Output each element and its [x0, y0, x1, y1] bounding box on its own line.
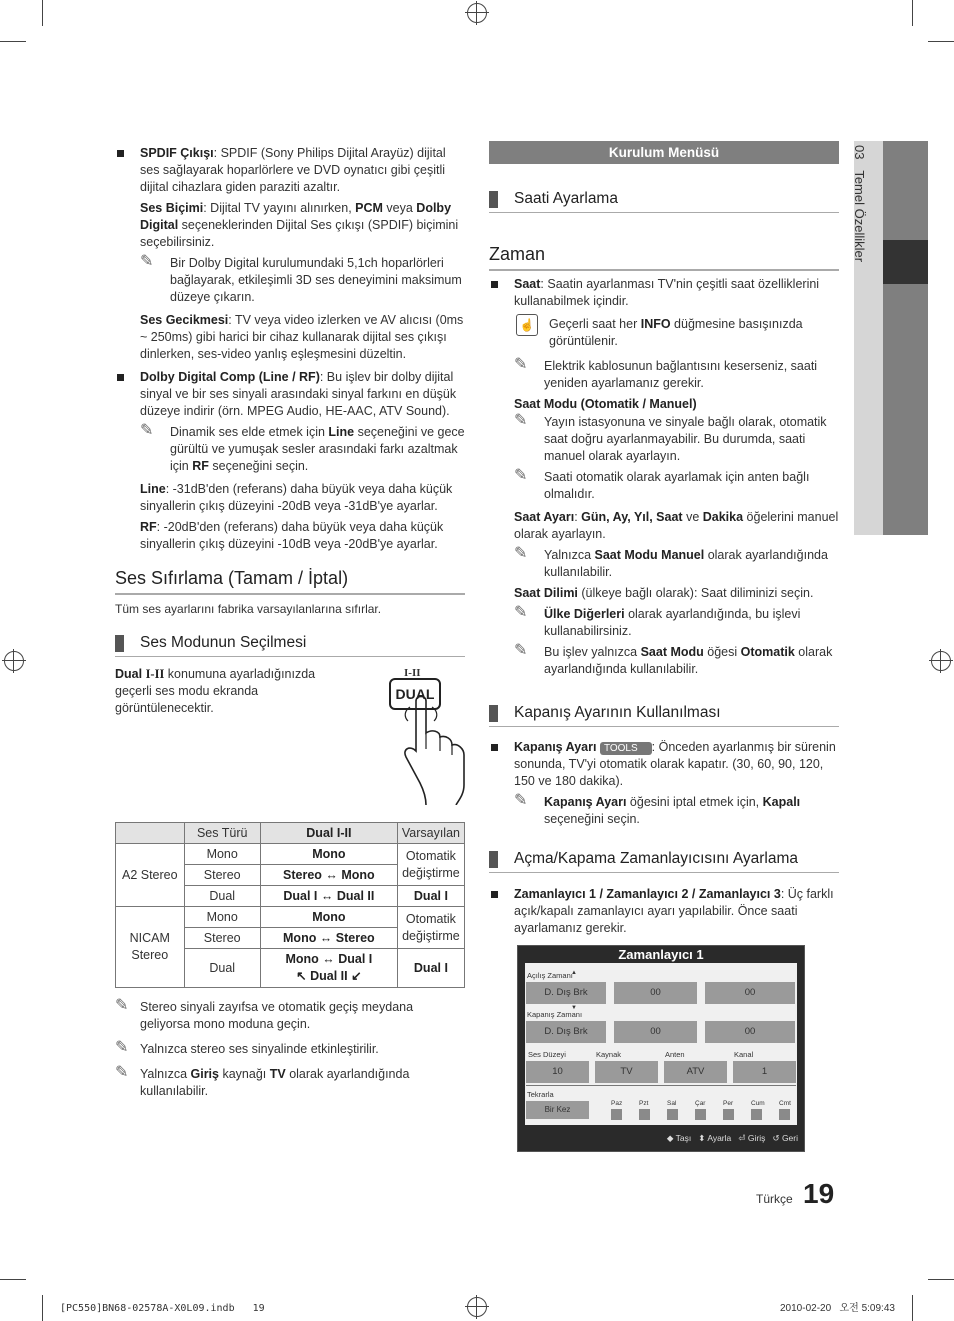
day-label: Per [723, 1100, 734, 1107]
crop-mark [42, 1295, 43, 1321]
osd-field[interactable]: ATV [664, 1061, 727, 1083]
osd-field[interactable]: TV [595, 1061, 658, 1083]
zamanlayici-item: Zamanlayıcı 1 / Zamanlayıcı 2 / Zamanlayıcı 3: Üç farklı açık/kapalı zamanlayıcı ayarı yapılabilir. Önce saati ayarlamanız gerekir. [489, 886, 839, 937]
chapter-tab-dark [883, 141, 928, 535]
osd-label: Kaynak [596, 1050, 622, 1059]
acma-title: Açma/Kapama Zamanlayıcısını Ayarlama [489, 849, 839, 873]
zaman-section [489, 243, 839, 271]
right-column [489, 276, 839, 682]
note-yalniz: ✎ Yalnızca stereo ses sinyalinde etkinleştirilir. [115, 1039, 379, 1056]
note-pencil-icon: ✎ [115, 1039, 129, 1056]
note-ulke: ✎ Ülke Diğerleri olarak ayarlandığında, bu işlevi kullanabilirsiniz. [514, 604, 801, 638]
info-button-icon: ☝ [516, 314, 538, 336]
note-stereo: ✎ Stereo sinyali zayıfsa ve otomatik geçiş meydana geliyorsa mono moduna geçin. [115, 997, 414, 1031]
mode-text: Dual I-II konumuna ayarladığınızda geçerli ses modu ekranda görüntülenecektir. [115, 667, 316, 715]
crop-mark [928, 41, 954, 42]
table-row: Stereo Mono ↔ Stereo [116, 928, 465, 949]
kapanis-title: Kapanış Ayarının Kullanılması [489, 703, 839, 727]
ses-gecikmesi: Ses Gecikmesi: TV veya video izlerken ve AV alıcısı (0ms ~ 250ms) gibi harici bir cihaz kullanarak dijital ses çıkışı dinlerken, ses-video yanlış eşleşmesini düzeltin. [140, 313, 464, 361]
saat-ayari: Saat Ayarı: Gün, Ay, Yıl, Saat ve Dakika öğelerini manuel olarak ayarlayın. [514, 510, 839, 541]
note-manuel: ✎ Yalnızca Saat Modu Manuel olarak ayarlandığında kullanılabilir. [514, 545, 828, 579]
osd-field[interactable]: 00 [614, 982, 697, 1004]
osd-field[interactable]: 00 [705, 982, 795, 1004]
note-yayin: ✎ Yayın istasyonuna ve sinyale bağlı olarak, otomatik saat doğru ayarlanmayabilir. Bu durumda, saati manuel olarak ayarlayın. [514, 412, 827, 463]
reset-section [115, 567, 465, 618]
acma-body [489, 886, 839, 941]
saat-modu: Saat Modu (Otomatik / Manuel) [514, 397, 697, 411]
dual-button[interactable]: DUAL [389, 678, 441, 710]
osd-field[interactable]: D. Dış Brk [526, 982, 606, 1004]
day-label: Cum [751, 1100, 765, 1107]
osd-field[interactable]: 00 [614, 1021, 697, 1043]
osd-field[interactable]: 10 [526, 1061, 589, 1083]
saati-title: Saati Ayarlama [489, 189, 839, 213]
kapanis-item: Kapanış Ayarı TOOLS : Önceden ayarlanmış bir sürenin sonunda, TV'yi otomatik olarak kapatır. (30, 60, 90, 120, 150 ve 180 dakika). [489, 739, 839, 790]
crop-mark [0, 1279, 26, 1280]
hand-icon [396, 695, 470, 805]
footer-lang: Türkçe [756, 1192, 793, 1206]
reset-text: Tüm ses ayarlarını fabrika varsayılanlarına sıfırlar. [115, 602, 382, 616]
spdif-item: SPDIF Çıkışı: SPDIF (Sony Philips Dijital Arayüz) dijital ses sağlayarak hoparlörlere ve DVD oynatıcı gibi çeşitli dijital cihazlara giden paraziti azaltır. [115, 145, 465, 196]
osd-field[interactable]: D. Dış Brk [526, 1021, 606, 1043]
menu-bar: Kurulum Menüsü [489, 141, 839, 164]
table-header: Varsayılan [397, 823, 464, 844]
note-islev: ✎ Bu işlev yalnızca Saat Modu öğesi Otomatik olarak ayarlandığında kullanılabilir. [514, 642, 833, 676]
remote-dual-illustration [380, 665, 470, 805]
day-label: Sal [667, 1100, 677, 1107]
table-row: A2 Stereo Mono Mono Otomatik değiştirme [116, 844, 465, 865]
osd-label: Ses Düzeyi [528, 1050, 566, 1059]
note-pencil-icon: ✎ [514, 412, 528, 429]
registration-mark-icon [467, 3, 487, 23]
note-pencil-icon: ✎ [140, 422, 154, 439]
line-desc: Line: -31dB'den (referans) daha büyük veya daha küçük sinyallerin çıkış düzeyini -20dB veya -31dB'ye ayarlar. [140, 482, 453, 513]
note-dolby: ✎ Bir Dolby Digital kurulumundaki 5,1ch hoparlörleri bağlayarak, etkileşimli 3D ses deneyimini maksimum düzeye çıkarın. [140, 253, 462, 304]
osd-label: Tekrarla [527, 1090, 554, 1099]
osd-label: Kanal [734, 1050, 754, 1059]
osd-label: Anten [665, 1050, 685, 1059]
note-info: ☝ Geçerli saat her INFO düğmesine basışınızda görüntülenir. [489, 316, 839, 350]
spinner-icon: ▼ [571, 1005, 577, 1011]
return-icon: ↺ [772, 1133, 780, 1143]
registration-mark-icon [931, 651, 951, 671]
note-dinamik: ✎ Dinamik ses elde etmek için Line seçeneğini ve gece gürültü ve yumuşak sesler arasındaki farkı azaltmak için RF seçeneğini seçin. [140, 422, 465, 473]
osd-field[interactable]: 00 [705, 1021, 795, 1043]
saati-section [489, 189, 839, 213]
day-label: Pzt [639, 1100, 649, 1107]
mode-section [115, 633, 465, 657]
zaman-title: Zaman [489, 243, 839, 271]
osd-title: Zamanlayıcı 1 [618, 947, 704, 962]
chapter-tab-active [883, 240, 928, 284]
table-row: Dual Mono ↔ Dual I ↖ Dual II ↙ Dual I [116, 949, 465, 988]
note-pencil-icon: ✎ [140, 253, 154, 270]
day-label: Paz [611, 1100, 623, 1107]
reset-title: Ses Sıfırlama (Tamam / İptal) [115, 567, 465, 595]
note-pencil-icon: ✎ [514, 604, 528, 621]
crop-mark [912, 0, 913, 26]
table-row: Stereo Stereo ↔ Mono [116, 865, 465, 886]
osd-label: Açılış Zamanı [527, 971, 573, 980]
day-checkbox[interactable] [723, 1109, 734, 1120]
chapter-label: 03 Temel Özellikler [852, 145, 867, 263]
note-pencil-icon: ✎ [115, 997, 129, 1014]
note-pencil-icon: ✎ [514, 356, 528, 373]
crop-mark [42, 0, 43, 26]
osd-nav-bar: ◆ Taşı ⬍ Ayarla ⏎ Giriş ↺ Geri [666, 1133, 798, 1143]
kapanis-body [489, 739, 839, 832]
table-row: NICAM Stereo Mono Mono Otomatik değiştirme [116, 907, 465, 928]
day-checkbox[interactable] [639, 1109, 650, 1120]
osd-panel [525, 963, 797, 1125]
note-pencil-icon: ✎ [514, 642, 528, 659]
day-checkbox[interactable] [695, 1109, 706, 1120]
tools-badge: TOOLS [600, 742, 652, 755]
note-pencil-icon: ✎ [514, 792, 528, 809]
timer-osd [517, 945, 805, 1152]
page-number: 19 [803, 1178, 835, 1209]
osd-label: Kapanış Zamanı [527, 1010, 583, 1019]
registration-mark-icon [4, 651, 24, 671]
dolby-comp-item: Dolby Digital Comp (Line / RF): Bu işlev bir dolby dijital sinyal ve bir ses sinyali arasındaki sinyal farkını en düşük düzeye indirir (örn. MPEG Audio, HE-AAC, ATV Sound). [115, 369, 465, 420]
osd-field[interactable]: 1 [733, 1061, 796, 1083]
table-header: Ses Türü [184, 823, 260, 844]
table-row: Dual Dual I ↔ Dual II Dual I [116, 886, 465, 907]
footer-date: 2010-02-20 오전 5:09:43 [780, 1303, 895, 1314]
saat-item: Saat: Saatin ayarlanması TV'nin çeşitli saat özelliklerini kullanabilmek içindir. [489, 276, 839, 310]
left-bottom-notes [115, 999, 465, 1104]
left-column [115, 145, 465, 557]
day-checkbox[interactable] [751, 1109, 762, 1120]
remote-label-top: I-II [404, 667, 421, 679]
note-pencil-icon: ✎ [115, 1064, 129, 1081]
ses-bicimi: Ses Biçimi: Dijital TV yayını alınırken, PCM veya Dolby Digital seçeneklerinden Dijital Ses çıkışı (SPDIF) biçimini seçebilirsiniz. [140, 201, 459, 249]
note-giris: ✎ Yalnızca Giriş kaynağı TV olarak ayarlandığında kullanılabilir. [115, 1064, 410, 1098]
mode-title: Ses Modunun Seçilmesi [115, 633, 465, 657]
day-label: Çar [695, 1100, 706, 1107]
adjust-icon: ⬍ [698, 1133, 706, 1143]
note-anten: ✎ Saati otomatik olarak ayarlamak için anten bağlı olmalıdır. [514, 467, 810, 501]
table-header [116, 823, 185, 844]
table-header: Dual I-II [260, 823, 397, 844]
footer-file: [PC550]BN68-02578A-X0L09.indb 19 [60, 1303, 265, 1314]
note-kapali: ✎ Kapanış Ayarı öğesini iptal etmek için, Kapalı seçeneğini seçin. [514, 792, 801, 826]
day-checkbox[interactable] [611, 1109, 622, 1120]
crop-mark [928, 1279, 954, 1280]
rf-desc: RF: -20dB'den (referans) daha büyük veya daha küçük sinyallerin çıkış düzeyini -10dB veya -20dB'ye ayarlar. [140, 520, 444, 551]
note-elektrik: ✎ Elektrik kablosunun bağlantısını keserseniz, saati yeniden ayarlamanız gerekir. [514, 356, 818, 390]
day-checkbox[interactable] [779, 1109, 790, 1120]
spinner-icon: ▲ [571, 970, 577, 976]
enter-icon: ⏎ [738, 1133, 746, 1143]
kapanis-section [489, 703, 839, 727]
note-pencil-icon: ✎ [514, 545, 528, 562]
note-pencil-icon: ✎ [514, 467, 528, 484]
crop-mark [0, 41, 26, 42]
acma-section [489, 849, 839, 873]
saat-dilimi: Saat Dilimi (ülkeye bağlı olarak): Saat diliminizi seçin. [514, 586, 814, 600]
crop-mark [912, 1295, 913, 1321]
day-label: Cmt [779, 1100, 791, 1107]
osd-field[interactable]: Bir Kez [526, 1101, 589, 1119]
move-icon: ◆ [666, 1133, 674, 1143]
registration-mark-icon [467, 1297, 487, 1317]
sound-mode-table [115, 822, 465, 988]
day-checkbox[interactable] [667, 1109, 678, 1120]
